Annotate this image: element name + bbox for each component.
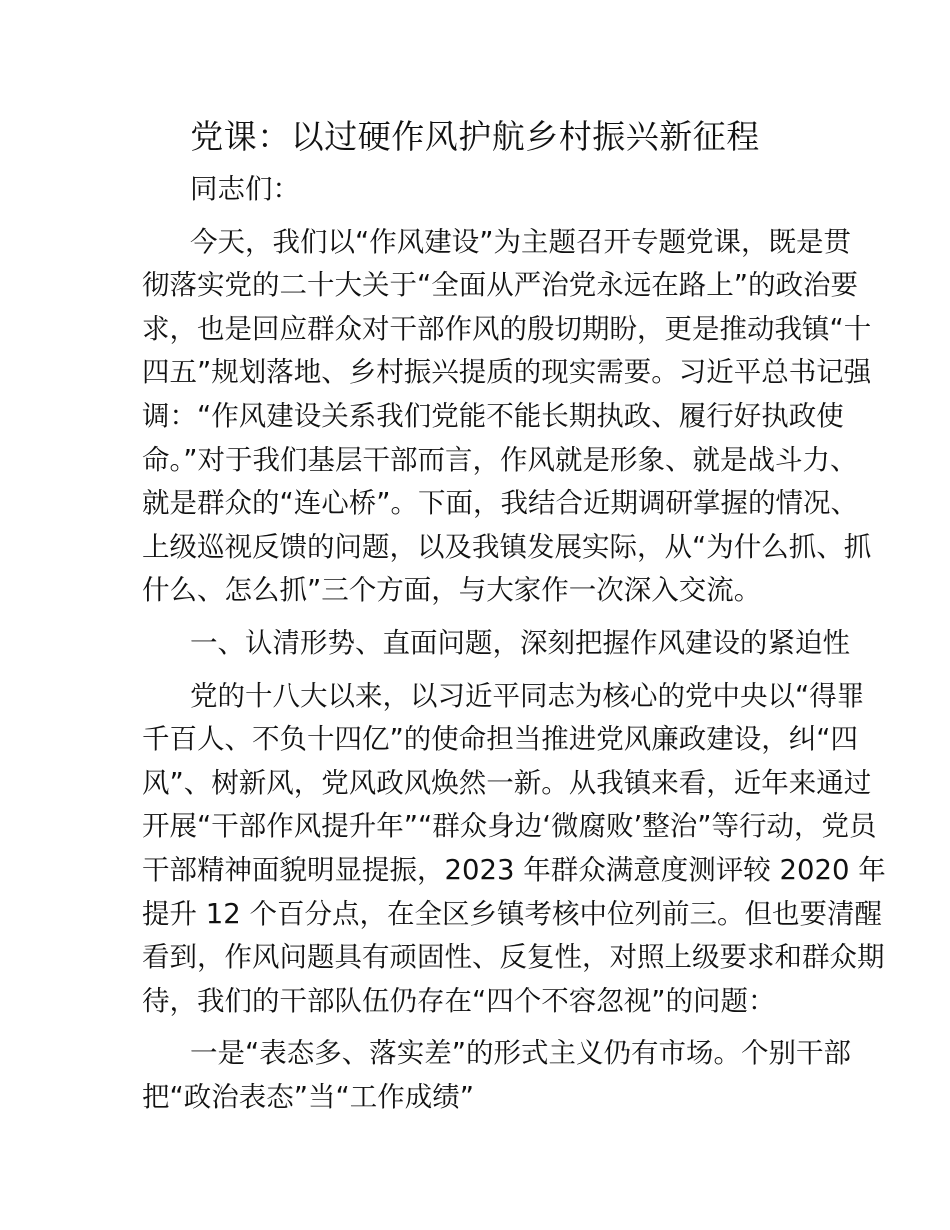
text-line: 命。”对于我们基层干部而言，作风就是形象、就是战斗力、: [142, 443, 858, 476]
text-line: 上级巡视反馈的问题，以及我镇发展实际，从“为什么抓、抓: [142, 530, 872, 563]
text-line: 看到，作风问题具有顽固性、反复性，对照上级要求和群众期: [142, 941, 885, 974]
text-line: 同志们：: [190, 173, 300, 205]
text-line: 彻落实党的二十大关于“全面从严治党永远在路上”的政治要: [142, 269, 858, 302]
paragraph: [142, 1032, 851, 1119]
text-line: 求，也是回应群众对干部作风的殷切期盼，更是推动我镇“十: [142, 312, 872, 345]
text-line: 开展“干部作风提升年”“群众身边‘微腐败’整治”等行动，党员: [142, 810, 877, 843]
text-line: 把“政治表态”当“工作成绩”: [142, 1080, 474, 1113]
text-line: 党的十八大以来，以习近平同志为核心的党中央以“得罪: [190, 679, 865, 712]
text-line: 四五”规划落地、乡村振兴提质的现实需要。习近平总书记强: [142, 356, 872, 389]
paragraph: [142, 168, 810, 212]
text-line: 一、认清形势、直面问题，深刻把握作风建设的紧迫性: [190, 626, 850, 659]
text-line: 什么、怎么抓”三个方面，与大家作一次深入交流。: [142, 574, 762, 607]
text-line: 一是“表态多、落实差”的形式主义仍有市场。个别干部: [190, 1037, 851, 1070]
document-title: 党课：以过硬作风护航乡村振兴新征程: [190, 117, 760, 156]
section-heading: [142, 622, 850, 666]
text-line: 干部精神面貌明显提振，2023 年群众满意度测评较 2020 年: [142, 853, 886, 886]
text-line: 风”、树新风，党风政风焕然一新。从我镇来看，近年来通过: [142, 766, 872, 799]
text-line: 提升 12 个百分点，在全区乡镇考核中位列前三。但也要清醒: [142, 897, 882, 930]
text-line: 就是群众的“连心桥”。下面，我结合近期调研掌握的情况、: [142, 487, 858, 520]
paragraph: [142, 675, 886, 1024]
document-body: [142, 168, 886, 1128]
text-line: 调：“作风建设关系我们党能不能长期执政、履行好执政使: [142, 399, 844, 432]
paragraph: [142, 221, 872, 613]
text-line: 今天，我们以“作风建设”为主题召开专题党课，既是贯: [190, 225, 851, 258]
text-line: 千百人、不负十四亿”的使命担当推进党风廉政建设，纠“四: [142, 723, 858, 756]
text-line: 待，我们的干部队伍仍存在“四个不容忽视”的问题：: [142, 984, 776, 1017]
